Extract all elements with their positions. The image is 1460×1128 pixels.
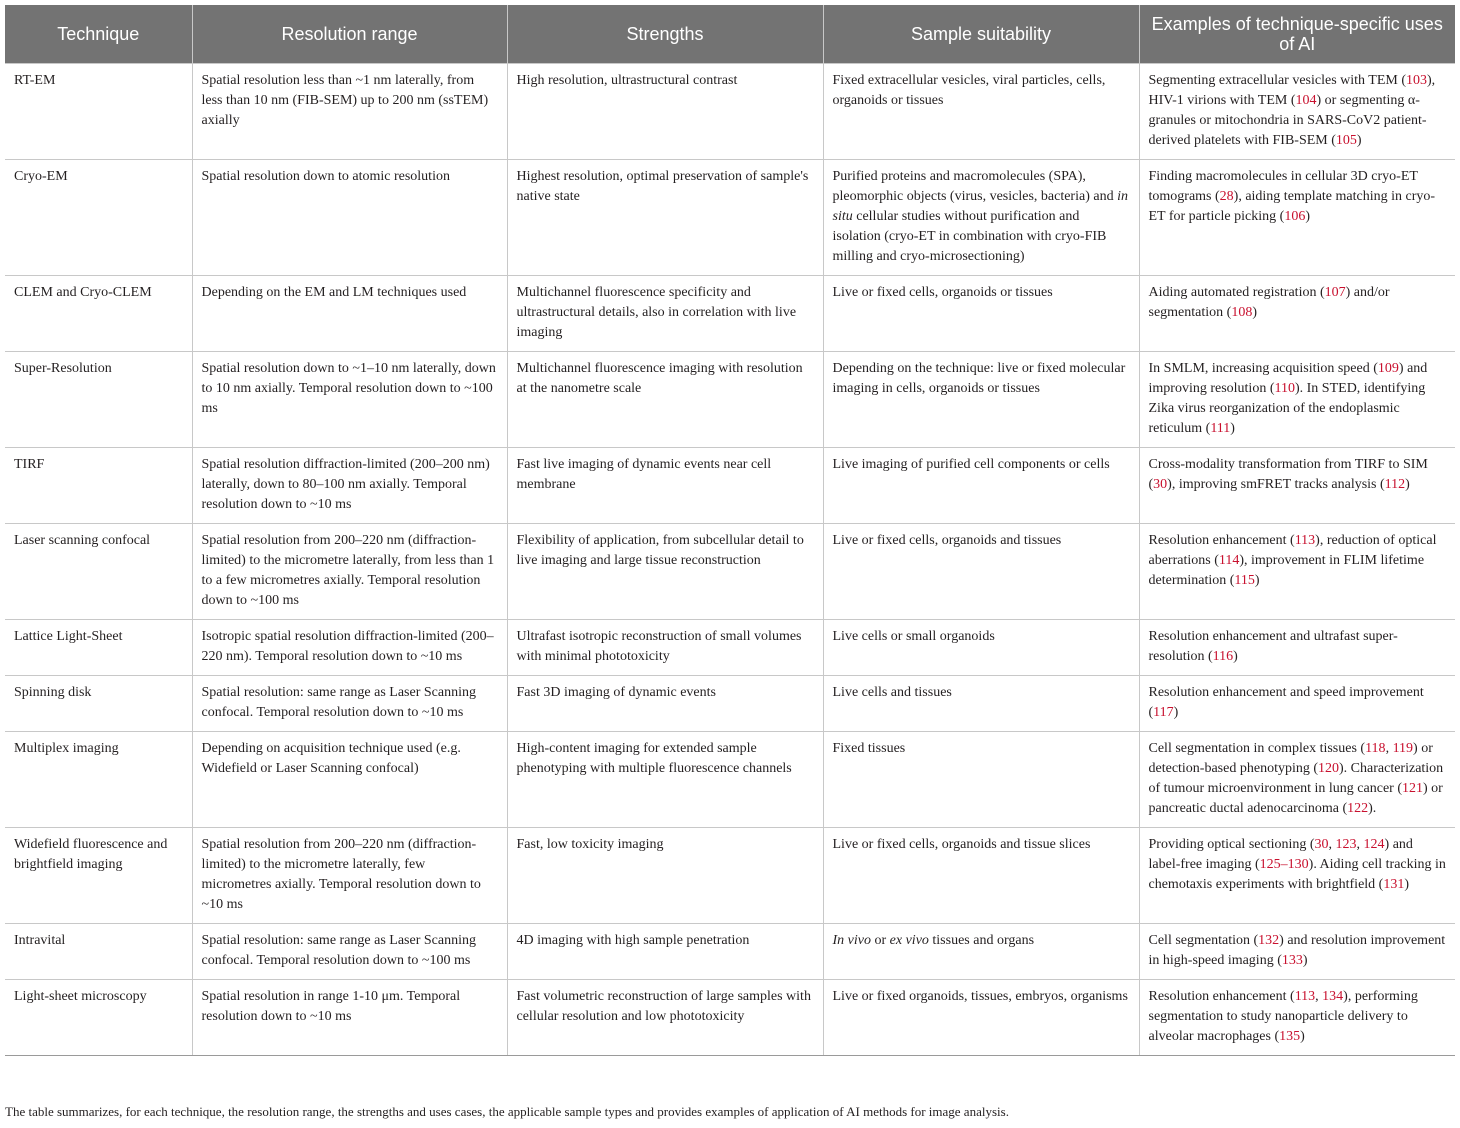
reference-link[interactable]: 121 <box>1401 781 1423 796</box>
reference-link[interactable]: 30 <box>1153 477 1168 492</box>
table-row <box>5 448 1455 524</box>
cell-sample-suitability: Live or fixed cells, organoids and tissues <box>823 524 1139 620</box>
table-row <box>5 732 1455 828</box>
cell-ai-uses: Cell segmentation in complex tissues (118, 119) or detection-based phenotyping (120). Characterization of tumour microenvironment in lung cancer (121) or pancreatic ductal adenocarcinoma (122). <box>1139 732 1455 828</box>
reference-link[interactable]: 131 <box>1383 877 1405 892</box>
table-row <box>5 980 1455 1056</box>
cell-ai-uses: In SMLM, increasing acquisition speed (109) and improving resolution (110). In STED, identifying Zika virus reorganization of the endoplasmic reticulum (111) <box>1139 352 1455 448</box>
cell-technique: Multiplex imaging <box>5 732 192 828</box>
cell-strengths: Multichannel fluorescence imaging with resolution at the nanometre scale <box>507 352 823 448</box>
cell-technique: TIRF <box>5 448 192 524</box>
cell-resolution-range: Spatial resolution less than ~1 nm laterally, from less than 10 nm (FIB-SEM) up to 200 nm (ssTEM) axially <box>192 64 507 160</box>
table-row <box>5 352 1455 448</box>
cell-strengths: Ultrafast isotropic reconstruction of small volumes with minimal phototoxicity <box>507 620 823 676</box>
table-caption: The table summarizes, for each technique, the resolution range, the strengths and uses cases, the applicable sample types and provides examples of application of AI methods for image analysis. <box>5 1104 1009 1119</box>
reference-link[interactable]: 28 <box>1219 189 1234 204</box>
cell-strengths: Fast volumetric reconstruction of large samples with cellular resolution and low phototoxicity <box>507 980 823 1056</box>
cell-ai-uses: Segmenting extracellular vesicles with TEM (103), HIV-1 virions with TEM (104) or segmenting α-granules or mitochondria in SARS-CoV2 patient-derived platelets with FIB-SEM (105) <box>1139 64 1455 160</box>
header-ai-uses: Examples of technique-specific uses of AI <box>1139 5 1455 64</box>
reference-link[interactable]: 135 <box>1279 1029 1301 1044</box>
cell-sample-suitability: In vivo or ex vivo tissues and organs <box>823 924 1139 980</box>
cell-sample-suitability: Live imaging of purified cell components or cells <box>823 448 1139 524</box>
cell-ai-uses: Resolution enhancement and speed improvement (117) <box>1139 676 1455 732</box>
cell-technique: Laser scanning confocal <box>5 524 192 620</box>
cell-technique: Intravital <box>5 924 192 980</box>
header-resolution-range: Resolution range <box>192 5 507 64</box>
reference-link[interactable]: 114 <box>1218 553 1240 568</box>
table-row <box>5 828 1455 924</box>
reference-link[interactable]: 116 <box>1212 649 1234 664</box>
reference-link[interactable]: 109 <box>1377 361 1399 376</box>
cell-sample-suitability: Live cells or small organoids <box>823 620 1139 676</box>
cell-strengths: 4D imaging with high sample penetration <box>507 924 823 980</box>
cell-strengths: Flexibility of application, from subcellular detail to live imaging and large tissue reconstruction <box>507 524 823 620</box>
cell-sample-suitability: Live or fixed organoids, tissues, embryos, organisms <box>823 980 1139 1056</box>
reference-link[interactable]: 118 <box>1365 741 1386 756</box>
cell-strengths: Fast, low toxicity imaging <box>507 828 823 924</box>
cell-strengths: Highest resolution, optimal preservation of sample's native state <box>507 160 823 276</box>
cell-resolution-range: Spatial resolution from 200–220 nm (diffraction-limited) to the micrometre laterally, few micrometres axially. Temporal resolution down to ~10 ms <box>192 828 507 924</box>
reference-link[interactable]: 112 <box>1384 477 1406 492</box>
table-row <box>5 64 1455 160</box>
cell-ai-uses: Cell segmentation (132) and resolution improvement in high-speed imaging (133) <box>1139 924 1455 980</box>
reference-link[interactable]: 122 <box>1347 801 1369 816</box>
reference-link[interactable]: 107 <box>1324 285 1346 300</box>
cell-technique: Lattice Light-Sheet <box>5 620 192 676</box>
cell-strengths: Fast live imaging of dynamic events near cell membrane <box>507 448 823 524</box>
table-row <box>5 924 1455 980</box>
italic-text: ex vivo <box>889 933 929 948</box>
reference-link[interactable]: 132 <box>1258 933 1280 948</box>
reference-link[interactable]: 110 <box>1274 381 1295 396</box>
cell-sample-suitability: Purified proteins and macromolecules (SPA), pleomorphic objects (virus, vesicles, bacteria) and in situ cellular studies without purification and isolation (cryo-ET in combination with cryo-FIB milling and cryo-microsectioning) <box>823 160 1139 276</box>
table-row <box>5 676 1455 732</box>
cell-ai-uses: Finding macromolecules in cellular 3D cryo-ET tomograms (28), aiding template matching in cryo-ET for particle picking (106) <box>1139 160 1455 276</box>
cell-resolution-range: Spatial resolution from 200–220 nm (diffraction-limited) to the micrometre laterally, from less than 1 to a few micrometres axially. Temporal resolution down to ~100 ms <box>192 524 507 620</box>
table-row <box>5 276 1455 352</box>
cell-strengths: High-content imaging for extended sample phenotyping with multiple fluorescence channels <box>507 732 823 828</box>
cell-resolution-range: Spatial resolution down to atomic resolution <box>192 160 507 276</box>
reference-link[interactable]: 30 <box>1314 837 1329 852</box>
cell-sample-suitability: Live cells and tissues <box>823 676 1139 732</box>
reference-link[interactable]: 113 <box>1294 533 1316 548</box>
cell-ai-uses: Providing optical sectioning (30, 123, 124) and label-free imaging (125–130). Aiding cell tracking in chemotaxis experiments with brightfield (131) <box>1139 828 1455 924</box>
cell-sample-suitability: Fixed tissues <box>823 732 1139 828</box>
cell-ai-uses: Aiding automated registration (107) and/or segmentation (108) <box>1139 276 1455 352</box>
table-body <box>5 64 1455 1056</box>
reference-link[interactable]: 125–130 <box>1259 857 1309 872</box>
reference-link[interactable]: 104 <box>1295 93 1317 108</box>
cell-technique: CLEM and Cryo-CLEM <box>5 276 192 352</box>
italic-text: In vivo <box>832 933 871 948</box>
cell-ai-uses: Resolution enhancement (113), reduction of optical aberrations (114), improvement in FLIM lifetime determination (115) <box>1139 524 1455 620</box>
cell-ai-uses: Resolution enhancement (113, 134), performing segmentation to study nanoparticle delivery to alveolar macrophages (135) <box>1139 980 1455 1056</box>
cell-ai-uses: Cross-modality transformation from TIRF to SIM (30), improving smFRET tracks analysis (112) <box>1139 448 1455 524</box>
italic-text: in situ <box>832 189 1128 224</box>
cell-sample-suitability: Live or fixed cells, organoids or tissues <box>823 276 1139 352</box>
techniques-table <box>5 5 1455 1056</box>
cell-technique: Super-Resolution <box>5 352 192 448</box>
reference-link[interactable]: 108 <box>1231 305 1253 320</box>
cell-strengths: Multichannel fluorescence specificity and ultrastructural details, also in correlation with live imaging <box>507 276 823 352</box>
cell-resolution-range: Spatial resolution: same range as Laser Scanning confocal. Temporal resolution down to ~100 ms <box>192 924 507 980</box>
reference-link[interactable]: 113 <box>1294 989 1316 1004</box>
reference-link[interactable]: 123 <box>1335 837 1357 852</box>
header-sample-suitability: Sample suitability <box>823 5 1139 64</box>
header-strengths: Strengths <box>507 5 823 64</box>
reference-link[interactable]: 119 <box>1392 741 1414 756</box>
cell-resolution-range: Spatial resolution down to ~1–10 nm laterally, down to 10 nm axially. Temporal resolution down to ~100 ms <box>192 352 507 448</box>
cell-resolution-range: Depending on the EM and LM techniques used <box>192 276 507 352</box>
cell-sample-suitability: Depending on the technique: live or fixed molecular imaging in cells, organoids or tissues <box>823 352 1139 448</box>
reference-link[interactable]: 134 <box>1322 989 1344 1004</box>
cell-resolution-range: Isotropic spatial resolution diffraction-limited (200–220 nm). Temporal resolution down to ~10 ms <box>192 620 507 676</box>
cell-strengths: Fast 3D imaging of dynamic events <box>507 676 823 732</box>
table-row <box>5 620 1455 676</box>
reference-link[interactable]: 117 <box>1153 705 1174 720</box>
reference-link[interactable]: 105 <box>1335 133 1357 148</box>
reference-link[interactable]: 111 <box>1210 421 1231 436</box>
cell-technique: Widefield fluorescence and brightfield imaging <box>5 828 192 924</box>
reference-link[interactable]: 115 <box>1234 573 1255 588</box>
cell-sample-suitability: Live or fixed cells, organoids and tissue slices <box>823 828 1139 924</box>
cell-resolution-range: Spatial resolution: same range as Laser Scanning confocal. Temporal resolution down to ~10 ms <box>192 676 507 732</box>
cell-resolution-range: Spatial resolution in range 1-10 μm. Temporal resolution down to ~10 ms <box>192 980 507 1056</box>
cell-resolution-range: Depending on acquisition technique used (e.g. Widefield or Laser Scanning confocal) <box>192 732 507 828</box>
header-technique: Technique <box>5 5 192 64</box>
reference-link[interactable]: 124 <box>1363 837 1385 852</box>
cell-resolution-range: Spatial resolution diffraction-limited (200–200 nm) laterally, down to 80–100 nm axially. Temporal resolution down to ~10 ms <box>192 448 507 524</box>
reference-link[interactable]: 133 <box>1281 953 1303 968</box>
table-header-row <box>5 5 1455 64</box>
table-row <box>5 160 1455 276</box>
cell-technique: RT-EM <box>5 64 192 160</box>
cell-technique: Light-sheet microscopy <box>5 980 192 1056</box>
cell-strengths: High resolution, ultrastructural contrast <box>507 64 823 160</box>
cell-technique: Cryo-EM <box>5 160 192 276</box>
cell-ai-uses: Resolution enhancement and ultrafast super-resolution (116) <box>1139 620 1455 676</box>
cell-technique: Spinning disk <box>5 676 192 732</box>
table-row <box>5 524 1455 620</box>
reference-link[interactable]: 120 <box>1318 761 1340 776</box>
cell-sample-suitability: Fixed extracellular vesicles, viral particles, cells, organoids or tissues <box>823 64 1139 160</box>
reference-link[interactable]: 106 <box>1284 209 1306 224</box>
reference-link[interactable]: 103 <box>1406 73 1428 88</box>
